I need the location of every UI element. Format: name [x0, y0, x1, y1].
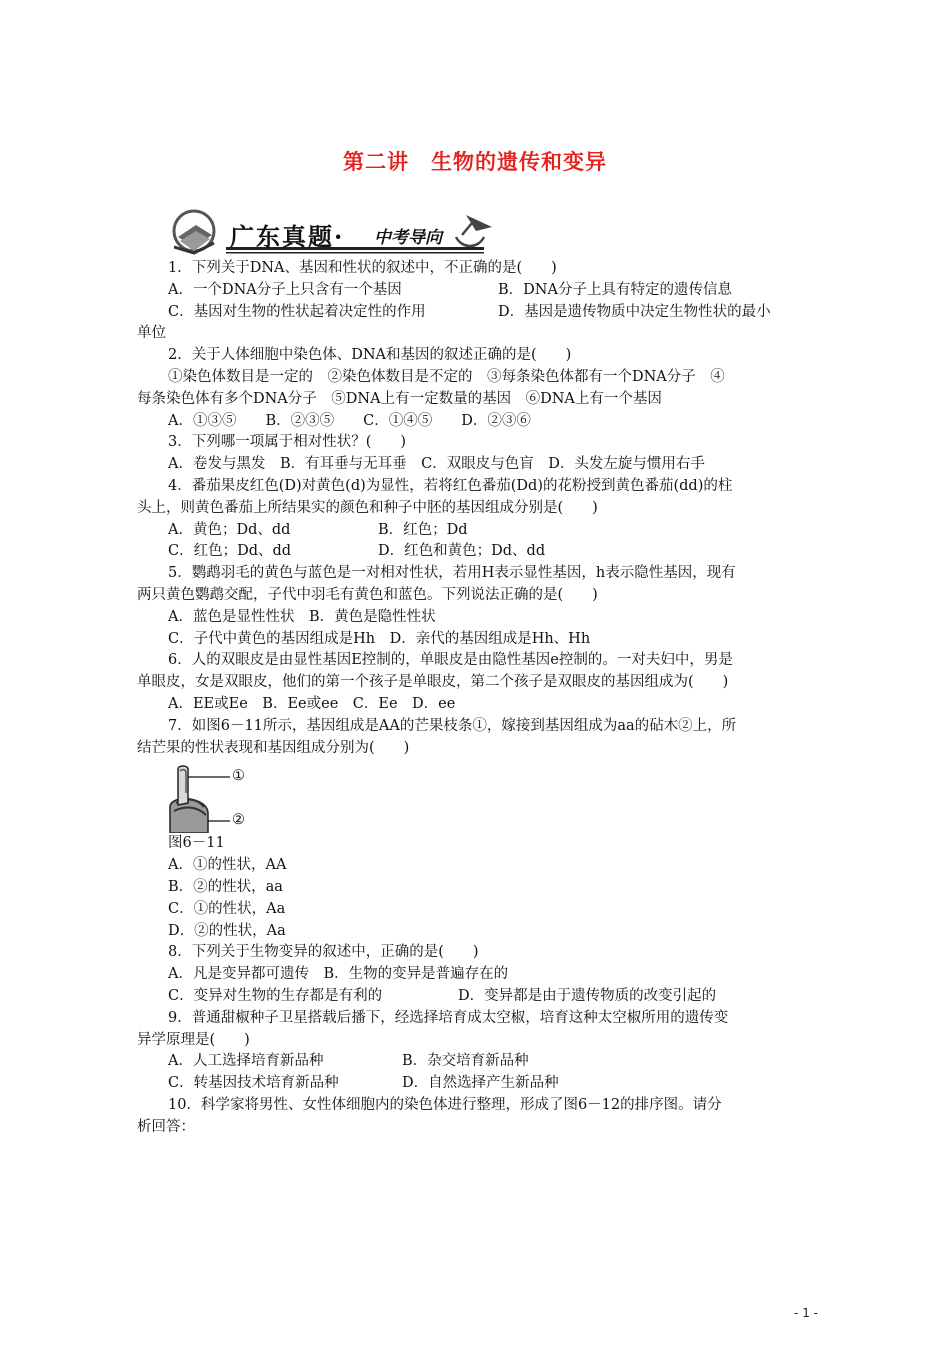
option: D．红色和黄色；Dd、dd	[378, 543, 546, 560]
text-line: 头上，则黄色番茄上所结果实的颜色和种子中胚的基因组成分别是( )	[137, 499, 598, 516]
option: D．变异都是由于遗传物质的改变引起的	[458, 987, 717, 1004]
option: A．人工选择培育新品种	[168, 1053, 324, 1070]
text-line: 8．下列关于生物变异的叙述中，正确的是( )	[168, 944, 479, 961]
figure-caption: 图6－11	[168, 835, 225, 852]
option-row	[137, 520, 809, 542]
text-line: A．①的性状，AA	[168, 857, 287, 874]
question-body	[137, 258, 809, 1138]
option-row	[137, 986, 809, 1008]
text-line: C．①的性状，Aa	[168, 900, 286, 917]
option: A．黄色；Dd、dd	[168, 521, 291, 538]
option: C．红色；Dd、dd	[168, 543, 292, 560]
text-line: 1．下列关于DNA、基因和性状的叙述中，不正确的是( )	[168, 260, 557, 276]
text-line: C．子代中黄色的基因组成是Hh D．亲代的基因组成是Hh、Hh	[168, 630, 591, 647]
grafting-illustration	[168, 763, 278, 833]
section-banner	[166, 207, 502, 259]
page-number: - 1 -	[794, 1306, 818, 1320]
option-row	[137, 541, 809, 563]
text-line: D．②的性状，Aa	[168, 922, 286, 939]
text-line: A．蓝色是显性性状 B．黄色是隐性性状	[168, 608, 436, 625]
text-line: 每条染色体有多个DNA分子 ⑤DNA上有一定数量的基因 ⑥DNA上有一个基因	[137, 390, 662, 407]
banner-sub-text: 中考导向	[374, 228, 442, 248]
option: B．红色；Dd	[378, 521, 468, 538]
text-line: 3．下列哪一项属于相对性状？( )	[168, 434, 407, 451]
text-line: 单眼皮，女是双眼皮，他们的第一个孩子是单眼皮，第二个孩子是双眼皮的基因组成为( )	[137, 674, 729, 691]
option: D．基因是遗传物质中决定生物性状的最小	[498, 303, 771, 320]
option: C．变异对生物的生存都是有利的	[168, 987, 383, 1004]
text-line: B．②的性状，aa	[168, 878, 283, 895]
option-row	[137, 1073, 809, 1095]
option: B．杂交培育新品种	[402, 1053, 529, 1070]
option: D．自然选择产生新品种	[402, 1075, 559, 1092]
text-line: 6．人的双眼皮是由显性基因E控制的，单眼皮是由隐性基因e控制的。一对夫妇中，男是	[168, 652, 733, 669]
figure-label-2: ②	[232, 812, 245, 829]
text-line: A．凡是变异都可遗传 B．生物的变异是普遍存在的	[168, 966, 509, 983]
option-row	[137, 280, 809, 302]
figure-label-1: ①	[232, 768, 245, 785]
text-line: 7．如图6－11所示，基因组成是AA的芒果枝条①，嫁接到基因组成为aa的砧木②上，所	[168, 717, 737, 734]
option: C．基因对生物的性状起着决定性的作用	[168, 303, 426, 320]
text-line: 析回答：	[137, 1118, 195, 1135]
option-row	[137, 302, 809, 324]
banner-main-text: 广东真题·	[230, 222, 345, 251]
text-line: A．①③⑤ B．②③⑤ C．①④⑤ D．②③⑥	[168, 412, 531, 429]
text-line: A．卷发与黑发 B．有耳垂与无耳垂 C．双眼皮与色盲 D．头发左旋与惯用右手	[168, 456, 705, 473]
option-row	[137, 1051, 809, 1073]
text-line: A．EE或Ee B．Ee或ee C．Ee D．ee	[168, 695, 456, 712]
text-line: 异学原理是( )	[137, 1031, 250, 1048]
text-line: 两只黄色鹦鹉交配，子代中羽毛有黄色和蓝色。下列说法正确的是( )	[137, 586, 598, 603]
option: A．一个DNA分子上只含有一个基因	[168, 281, 402, 298]
grafting-figure	[168, 763, 809, 833]
text-line: 9．普通甜椒种子卫星搭载后播下，经选择培育成太空椒，培育这种太空椒所用的遗传变	[168, 1009, 729, 1026]
text-line: 2．关于人体细胞中染色体、DNA和基因的叙述正确的是( )	[168, 347, 572, 364]
text-line: 4．番茄果皮红色(D)对黄色(d)为显性，若将红色番茄(Dd)的花粉授到黄色番茄(dd)的柱	[168, 477, 733, 494]
text-line: 5．鹦鹉羽毛的黄色与蓝色是一对相对性状，若用H表示显性基因，h表示隐性基因，现有	[168, 565, 736, 582]
text-line: 结芒果的性状表现和基因组成分别为( )	[137, 739, 410, 756]
text-line: 单位	[137, 325, 166, 342]
page-title: 第二讲 生物的遗传和变异	[343, 150, 607, 174]
option: B．DNA分子上具有特定的遗传信息	[498, 281, 732, 298]
text-line: ①染色体数目是一定的 ②染色体数目是不定的 ③每条染色体都有一个DNA分子 ④	[168, 368, 725, 385]
text-line: 10．科学家将男性、女性体细胞内的染色体进行整理，形成了图6－12的排序图。请分	[168, 1096, 722, 1113]
option: C．转基因技术培育新品种	[168, 1075, 339, 1092]
